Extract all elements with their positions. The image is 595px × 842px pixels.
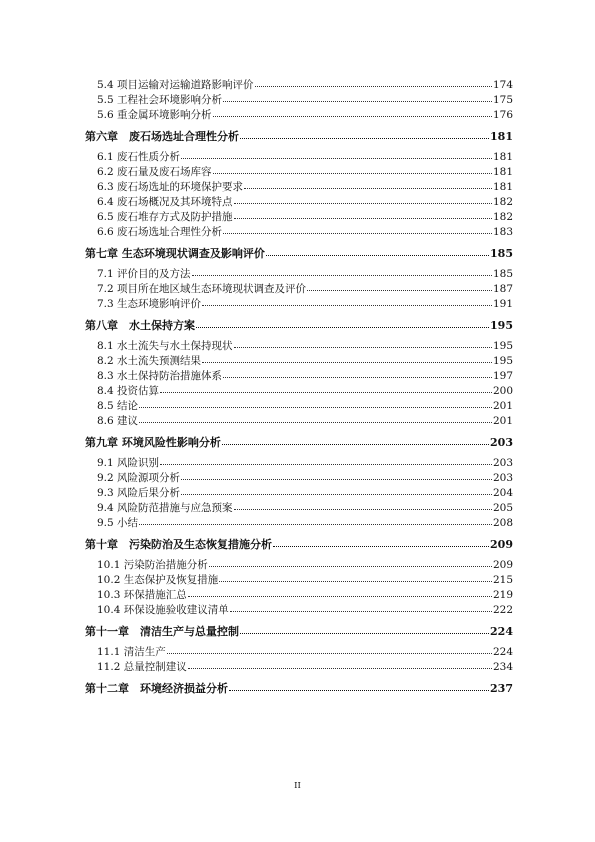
dot-leader bbox=[160, 383, 492, 393]
dot-leader bbox=[202, 296, 492, 306]
toc-entry-page: 201 bbox=[492, 415, 513, 427]
toc-chapter-entry[interactable] bbox=[85, 624, 513, 639]
toc-entry-title: 10.4 环保设施验收建议清单 bbox=[97, 604, 229, 616]
toc-entry-page: 181 bbox=[490, 130, 513, 143]
toc-entry-title: 5.4 项目运输对运输道路影响评价 bbox=[97, 79, 254, 91]
toc-section-entry[interactable] bbox=[85, 297, 513, 312]
toc-chapter-entry[interactable] bbox=[85, 537, 513, 552]
toc-entry-title: 第八章 水土保持方案 bbox=[85, 319, 195, 332]
toc-entry-page: 195 bbox=[492, 355, 513, 367]
dot-leader bbox=[188, 587, 492, 597]
toc-entry-title: 8.5 结论 bbox=[97, 400, 139, 412]
dot-leader bbox=[196, 318, 489, 328]
dot-leader bbox=[167, 644, 492, 654]
toc-entry-page: 224 bbox=[492, 646, 513, 658]
toc-section-entry[interactable] bbox=[85, 354, 513, 369]
toc-entry-page: 175 bbox=[492, 94, 513, 106]
toc-entry-title: 6.5 废石堆存方式及防护措施 bbox=[97, 211, 233, 223]
dot-leader bbox=[139, 398, 492, 408]
toc-entry-title: 7.2 项目所在地区域生态环境现状调查及评价 bbox=[97, 283, 307, 295]
dot-leader bbox=[223, 92, 492, 102]
toc-entry-page: 174 bbox=[492, 79, 513, 91]
toc-entry-title: 6.4 废石场概况及其环境特点 bbox=[97, 196, 233, 208]
toc-entry-page: 234 bbox=[492, 661, 513, 673]
dot-leader bbox=[181, 149, 492, 159]
dot-leader bbox=[192, 266, 492, 276]
toc-entry-title: 10.2 生态保护及恢复措施 bbox=[97, 574, 219, 586]
toc-entry-title: 第六章 废石场选址合理性分析 bbox=[85, 130, 239, 143]
toc-entry-title: 9.1 风险识别 bbox=[97, 457, 160, 469]
toc-section-entry[interactable] bbox=[85, 414, 513, 429]
toc-entry-page: 208 bbox=[492, 517, 513, 529]
toc-entry-page: 181 bbox=[492, 151, 513, 163]
dot-leader bbox=[202, 353, 492, 363]
toc-section-entry[interactable] bbox=[85, 573, 513, 588]
dot-leader bbox=[181, 470, 492, 480]
dot-leader bbox=[219, 572, 492, 582]
toc-chapter-entry[interactable] bbox=[85, 435, 513, 450]
toc-entry-title: 7.1 评价目的及方法 bbox=[97, 268, 191, 280]
dot-leader bbox=[213, 164, 492, 174]
toc-entry-page: 203 bbox=[492, 472, 513, 484]
table-of-contents bbox=[85, 78, 513, 702]
dot-leader bbox=[273, 537, 489, 547]
toc-entry-page: 176 bbox=[492, 109, 513, 121]
toc-chapter-entry[interactable] bbox=[85, 681, 513, 696]
toc-entry-page: 222 bbox=[492, 604, 513, 616]
dot-leader bbox=[307, 281, 492, 291]
toc-entry-page: 197 bbox=[492, 370, 513, 382]
toc-entry-page: 237 bbox=[490, 682, 513, 695]
toc-entry-page: 200 bbox=[492, 385, 513, 397]
dot-leader bbox=[222, 435, 489, 445]
dot-leader bbox=[244, 179, 492, 189]
toc-section-entry[interactable] bbox=[85, 150, 513, 165]
toc-section-entry[interactable] bbox=[85, 384, 513, 399]
toc-entry-page: 182 bbox=[492, 196, 513, 208]
toc-entry-title: 8.3 水土保持防治措施体系 bbox=[97, 370, 223, 382]
dot-leader bbox=[181, 485, 492, 495]
toc-section-entry[interactable] bbox=[85, 516, 513, 531]
toc-chapter-entry[interactable] bbox=[85, 246, 513, 261]
toc-entry-page: 181 bbox=[492, 166, 513, 178]
dot-leader bbox=[240, 129, 489, 139]
toc-section-entry[interactable] bbox=[85, 210, 513, 225]
toc-section-entry[interactable] bbox=[85, 93, 513, 108]
toc-entry-page: 183 bbox=[492, 226, 513, 238]
toc-entry-title: 6.3 废石场选址的环境保护要求 bbox=[97, 181, 244, 193]
toc-section-entry[interactable] bbox=[85, 645, 513, 660]
toc-entry-title: 第十章 污染防治及生态恢复措施分析 bbox=[85, 538, 272, 551]
toc-section-entry[interactable] bbox=[85, 471, 513, 486]
dot-leader bbox=[266, 246, 489, 256]
toc-entry-title: 8.2 水土流失预测结果 bbox=[97, 355, 202, 367]
toc-entry-page: 224 bbox=[490, 625, 513, 638]
toc-entry-title: 8.1 水土流失与水土保持现状 bbox=[97, 340, 233, 352]
toc-entry-page: 201 bbox=[492, 400, 513, 412]
toc-entry-title: 6.6 废石场选址合理性分析 bbox=[97, 226, 223, 238]
toc-section-entry[interactable] bbox=[85, 267, 513, 282]
toc-entry-title: 10.3 环保措施汇总 bbox=[97, 589, 187, 601]
toc-section-entry[interactable] bbox=[85, 486, 513, 501]
dot-leader bbox=[229, 681, 489, 691]
toc-entry-title: 9.3 风险后果分析 bbox=[97, 487, 181, 499]
toc-entry-page: 209 bbox=[492, 559, 513, 571]
dot-leader bbox=[139, 413, 492, 423]
toc-entry-page: 203 bbox=[492, 457, 513, 469]
dot-leader bbox=[213, 107, 492, 117]
dot-leader bbox=[223, 224, 492, 234]
toc-entry-title: 8.4 投资估算 bbox=[97, 385, 160, 397]
toc-entry-title: 7.3 生态环境影响评价 bbox=[97, 298, 202, 310]
toc-entry-title: 第九章 环境风险性影响分析 bbox=[85, 436, 221, 449]
toc-entry-page: 209 bbox=[490, 538, 513, 551]
toc-entry-title: 10.1 污染防治措施分析 bbox=[97, 559, 208, 571]
toc-entry-title: 第七章 生态环境现状调查及影响评价 bbox=[85, 247, 265, 260]
toc-section-entry[interactable] bbox=[85, 339, 513, 354]
toc-entry-page: 187 bbox=[492, 283, 513, 295]
toc-entry-page: 215 bbox=[492, 574, 513, 586]
toc-section-entry[interactable] bbox=[85, 588, 513, 603]
toc-entry-title: 8.6 建议 bbox=[97, 415, 139, 427]
toc-entry-page: 219 bbox=[492, 589, 513, 601]
toc-entry-page: 191 bbox=[492, 298, 513, 310]
dot-leader bbox=[234, 194, 492, 204]
toc-entry-title: 6.2 废石量及废石场库容 bbox=[97, 166, 212, 178]
page-number: II bbox=[294, 781, 301, 791]
dot-leader bbox=[223, 368, 492, 378]
dot-leader bbox=[234, 338, 492, 348]
toc-entry-page: 185 bbox=[490, 247, 513, 260]
toc-entry-page: 203 bbox=[490, 436, 513, 449]
toc-section-entry[interactable] bbox=[85, 558, 513, 573]
toc-chapter-entry[interactable] bbox=[85, 318, 513, 333]
toc-section-entry[interactable] bbox=[85, 165, 513, 180]
toc-entry-title: 9.5 小结 bbox=[97, 517, 139, 529]
toc-section-entry[interactable] bbox=[85, 108, 513, 123]
toc-section-entry[interactable] bbox=[85, 369, 513, 384]
toc-entry-page: 181 bbox=[492, 181, 513, 193]
toc-section-entry[interactable] bbox=[85, 282, 513, 297]
toc-entry-title: 5.5 工程社会环境影响分析 bbox=[97, 94, 223, 106]
dot-leader bbox=[188, 659, 492, 669]
toc-entry-title: 9.2 风险源项分析 bbox=[97, 472, 181, 484]
dot-leader bbox=[209, 557, 492, 567]
toc-entry-page: 204 bbox=[492, 487, 513, 499]
dot-leader bbox=[234, 209, 492, 219]
toc-entry-title: 6.1 废石性质分析 bbox=[97, 151, 181, 163]
toc-entry-title: 第十一章 清洁生产与总量控制 bbox=[85, 625, 239, 638]
toc-entry-title: 9.4 风险防范措施与应急预案 bbox=[97, 502, 233, 514]
toc-entry-page: 195 bbox=[492, 340, 513, 352]
toc-entry-title: 5.6 重金属环境影响分析 bbox=[97, 109, 212, 121]
toc-entry-title: 11.2 总量控制建议 bbox=[97, 661, 187, 673]
toc-section-entry[interactable] bbox=[85, 501, 513, 516]
toc-entry-page: 195 bbox=[490, 319, 513, 332]
toc-section-entry[interactable] bbox=[85, 195, 513, 210]
dot-leader bbox=[160, 455, 492, 465]
toc-section-entry[interactable] bbox=[85, 660, 513, 675]
toc-entry-page: 205 bbox=[492, 502, 513, 514]
dot-leader bbox=[255, 77, 492, 87]
toc-entry-title: 11.1 清洁生产 bbox=[97, 646, 166, 658]
dot-leader bbox=[230, 602, 492, 612]
dot-leader bbox=[234, 500, 492, 510]
toc-entry-title: 第十二章 环境经济损益分析 bbox=[85, 682, 228, 695]
toc-section-entry[interactable] bbox=[85, 78, 513, 93]
toc-chapter-entry[interactable] bbox=[85, 129, 513, 144]
dot-leader bbox=[139, 515, 492, 525]
toc-entry-page: 185 bbox=[492, 268, 513, 280]
toc-section-entry[interactable] bbox=[85, 456, 513, 471]
toc-section-entry[interactable] bbox=[85, 180, 513, 195]
toc-section-entry[interactable] bbox=[85, 603, 513, 618]
toc-section-entry[interactable] bbox=[85, 225, 513, 240]
toc-entry-page: 182 bbox=[492, 211, 513, 223]
toc-section-entry[interactable] bbox=[85, 399, 513, 414]
dot-leader bbox=[240, 624, 489, 634]
